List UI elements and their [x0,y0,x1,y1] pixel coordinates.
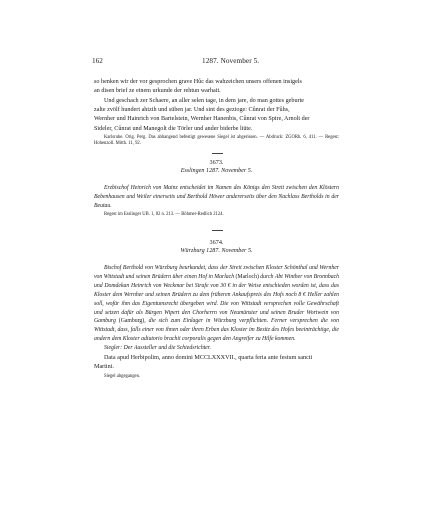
regest-fragment: durch Abt Winther von Bronnbach und Domdekan Heinrich von Weckmar bei Strafe von 30 € in der Weise entschieden worden ist, dass das Kloster dem Wernher und seinen Brüdern zu dem früheren Ankaufspreis des Hofs noch 8 € Heller zahlen soll, wofür ihm das Eigentumsrecht übergeben wird. Die von Wittstadt versprechen volle Gewährschaft und setzen dafür als Bürgen Wipert den Chorherrn von Neumünster und seinen Bruder Wortwein von Gamburg [94,273,339,325]
seal-statement: Siegler: Der Aussteller und die Schiedsrichter. [104,345,211,352]
document-3674 [94,238,339,380]
text-line: an disen brief ze einem urkunde der rehtun warhait. [94,88,221,95]
page-header [92,57,339,67]
running-head: 1287. November 5. [202,57,260,65]
witness-paragraph [94,97,339,134]
text-line: Martini. [94,364,114,371]
document-number: 3673. [209,159,224,166]
text-line: zalte zvölf hundert ahtzih und süben jar. Und sint des gezioge: Cůnrat der Fůhs, [94,107,290,114]
text-line: Und geschach zer Schaere, an aller selen tage, in dem jare, do man gottes geburte [104,97,304,104]
page-number: 162 [92,57,103,65]
regest-fragment: (Gamburg) [118,318,145,325]
text-line: Data apud Herbipolim, anno domini MCCLXXXVII., quarta feria ante festum sancti [104,355,313,362]
text-line: Sideler, Cůnrat und Manegolt die Törler und ander biderbe liüte. [94,125,253,132]
document-number: 3674. [209,239,224,246]
regest-fragment: , die sich zum Einlager in Würzburg verpflichten. Ferner versprechen die von Wittstadt, dass, falls einer von ihnen oder ihren Erben das Kloster im Besitz des Hofes beeinträchtige, die andern dem Kloster adiutorio brachii corporalis gegen den Angreifer zu Hilfe kommen. [94,318,339,343]
regest-text: Erzbischof Heinrich von Mainz entscheidet im Namen des Königs den Streit zwischen den Klöstern Bebenhausen und Weiler einerseits und Berthold Höwer andererseits über den Nachlass Bertholds in der Beutau. [94,185,339,209]
seal-note: Siegel abgegangen. [104,373,141,379]
regest-text [94,264,339,344]
section-divider [212,153,223,154]
place-date: Würzburg 1287. November 5. [180,248,253,254]
source-note: Regest im Esslinger UB. 1, 82 n. 213. — Böhmer-Redlich 2124. [104,212,224,218]
dating-clause [94,354,339,373]
regest-fragment: (Marloch) [235,273,259,280]
prev-document-note [94,135,339,148]
text-line: so henken wir der vor gesprochen grave Hůc das wahzeichen unsers offenen insigels [94,79,302,85]
document-3673 [94,158,339,219]
text-line: Wernher und Hainrich von Bartelstein, Wernher Hanenbis, Cůnrat von Spire, Arnolt der [94,116,310,123]
regest-fragment: Bischof Berthold von Würzburg beurkundet, dass der Streit zwischen Kloster Schönthal und Wernher von Wittstadt und seinen Brüdern über einen Hof in Marlach [94,265,339,280]
prev-document-text [94,78,339,97]
section-divider [212,230,223,231]
archive-note: Karlsruhe. Orig. Perg. Das abhangend befestigt gewesene Siegel ist abgerissen. — Abdruck: ZGORh. 6, 411. — Regest: Hohenzoll. Mitth. 11, 92. [94,134,339,147]
place-date: Esslingen 1287. November 5. [180,168,253,174]
